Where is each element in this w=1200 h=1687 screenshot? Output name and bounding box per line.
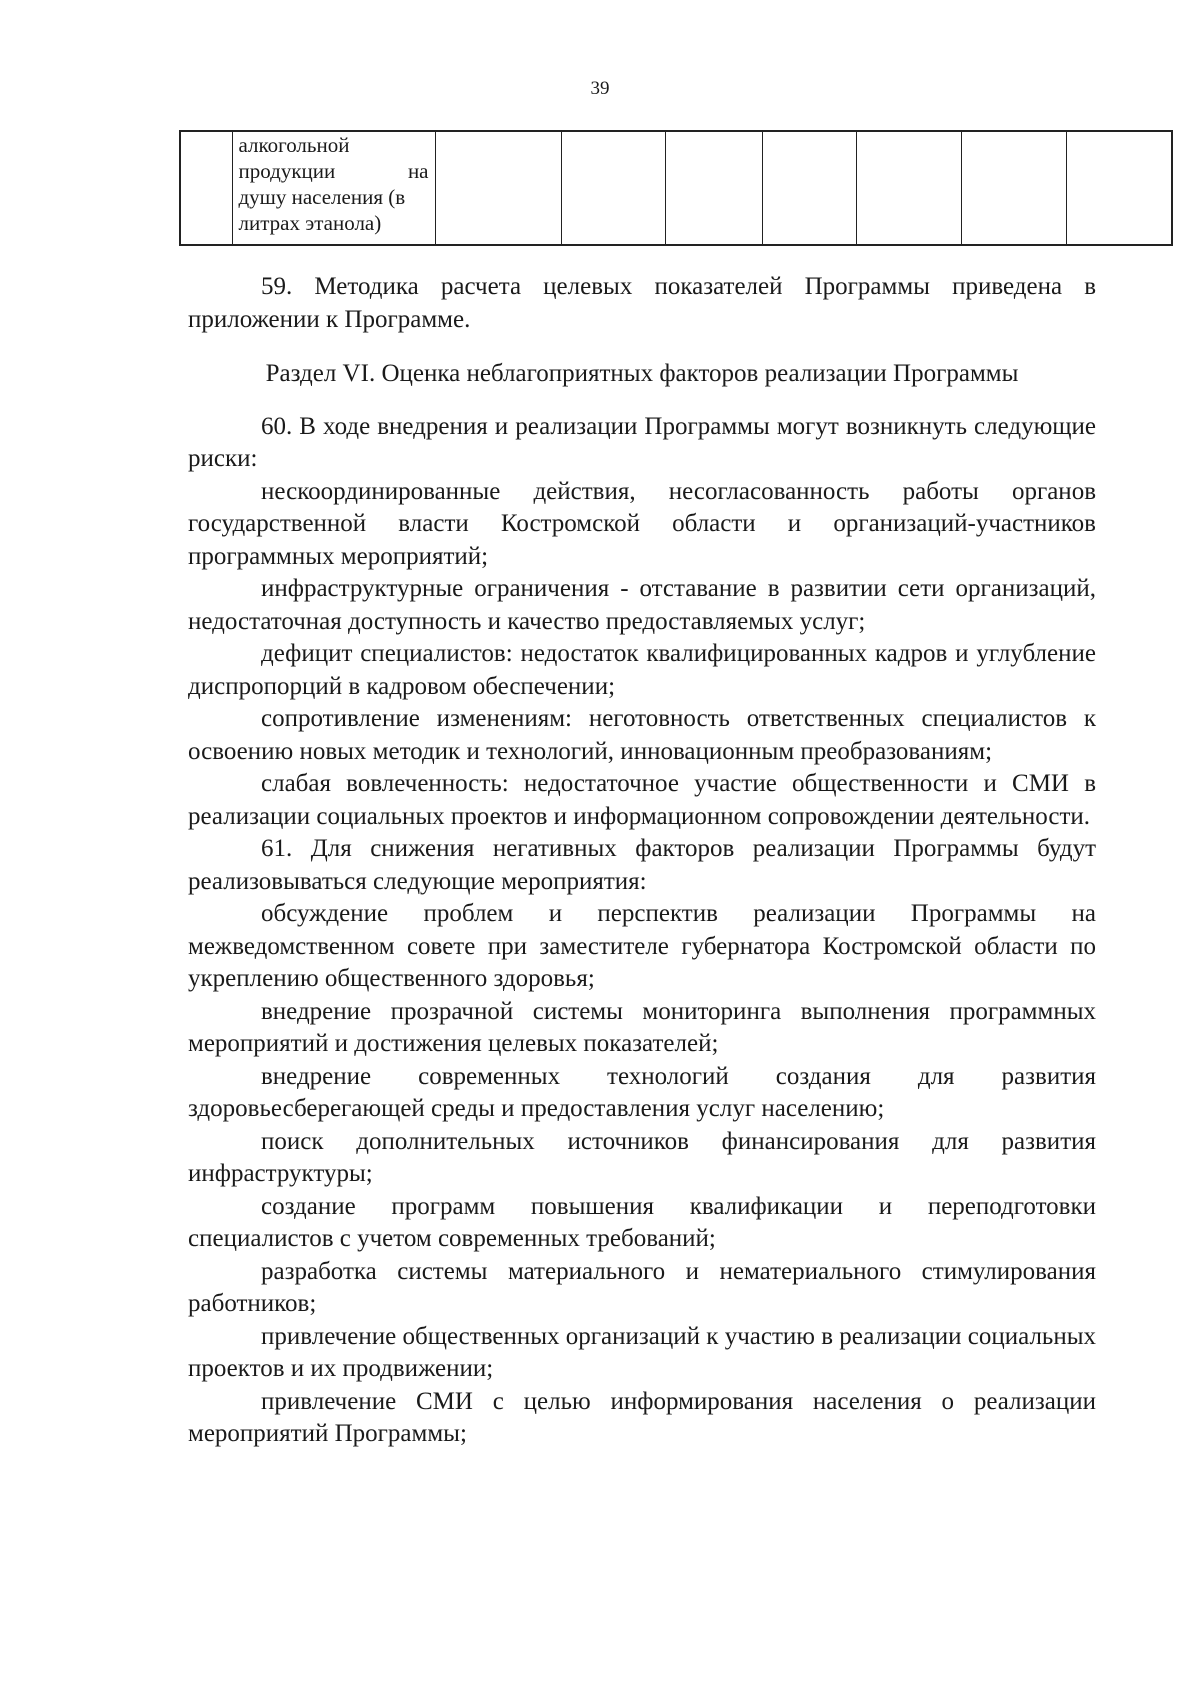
risk-item: сопротивление изменениям: неготовность ответственных специалистов к освоению новых методик и технологий, инновационным преобразованиям; [188, 705, 1096, 765]
table-cell-empty [762, 131, 856, 245]
document-body [188, 271, 1096, 1451]
measure-item: разработка системы материального и нематериального стимулирования работников; [188, 1257, 1096, 1317]
cell-line: продукции [238, 159, 336, 183]
cell-line: душу населения (в [238, 185, 406, 209]
risk-item: дефицит специалистов: недостаток квалифицированных кадров и углубление диспропорций в кадровом обеспечении; [188, 640, 1096, 700]
continuation-table [179, 130, 1173, 246]
measure-item: внедрение прозрачной системы мониторинга выполнения программных мероприятий и достижения целевых показателей; [188, 997, 1096, 1057]
table-row [180, 131, 1172, 245]
measure-item: привлечение общественных организаций к участию в реализации социальных проектов и их продвижении; [188, 1322, 1096, 1382]
risk-item: слабая вовлеченность: недостаточное участие общественности и СМИ в реализации социальных проектов и информационном сопровождении деятельности. [188, 770, 1096, 830]
cell-line: литрах этанола) [238, 211, 382, 235]
cell-line: на [407, 159, 429, 183]
risk-item: инфраструктурные ограничения - отставание в развитии сети организаций, недостаточная доступность и качество предоставляемых услуг; [188, 575, 1096, 635]
table-cell-number [180, 131, 232, 245]
table-cell-indicator [232, 131, 435, 245]
indicator-table [179, 130, 1173, 246]
paragraph-61: 61. Для снижения негативных факторов реализации Программы будут реализовываться следующие мероприятия: [188, 835, 1096, 895]
risk-item: нескоординированные действия, несогласованность работы органов государственной власти Костромской области и организаций-участников программных мероприятий; [188, 477, 1096, 570]
table-cell-empty [561, 131, 665, 245]
measure-item: обсуждение проблем и перспектив реализации Программы на межведомственном совете при заместителе губернатора Костромской области по укреплению общественного здоровья; [188, 900, 1096, 992]
table-cell-empty [435, 131, 561, 245]
measure-item: поиск дополнительных источников финансирования для развития инфраструктуры; [188, 1127, 1096, 1187]
section-heading: Раздел VI. Оценка неблагоприятных факторов реализации Программы [265, 360, 1019, 387]
paragraph-60: 60. В ходе внедрения и реализации Программы могут возникнуть следующие риски: [188, 412, 1096, 472]
table-cell-empty [1066, 131, 1172, 245]
measure-item: внедрение современных технологий создания для развития здоровьесберегающей среды и предоставления услуг населению; [188, 1062, 1096, 1122]
table-cell-empty [961, 131, 1066, 245]
measure-item: привлечение СМИ с целью информирования населения о реализации мероприятий Программы; [188, 1387, 1096, 1447]
paragraph-59: 59. Методика расчета целевых показателей Программы приведена в приложении к Программе. [188, 273, 1096, 333]
cell-line: алкогольной [238, 133, 350, 157]
table-cell-empty [856, 131, 961, 245]
table-cell-empty [665, 131, 762, 245]
measure-item: создание программ повышения квалификации и переподготовки специалистов с учетом современных требований; [188, 1192, 1096, 1252]
page-number: 39 [590, 78, 610, 99]
